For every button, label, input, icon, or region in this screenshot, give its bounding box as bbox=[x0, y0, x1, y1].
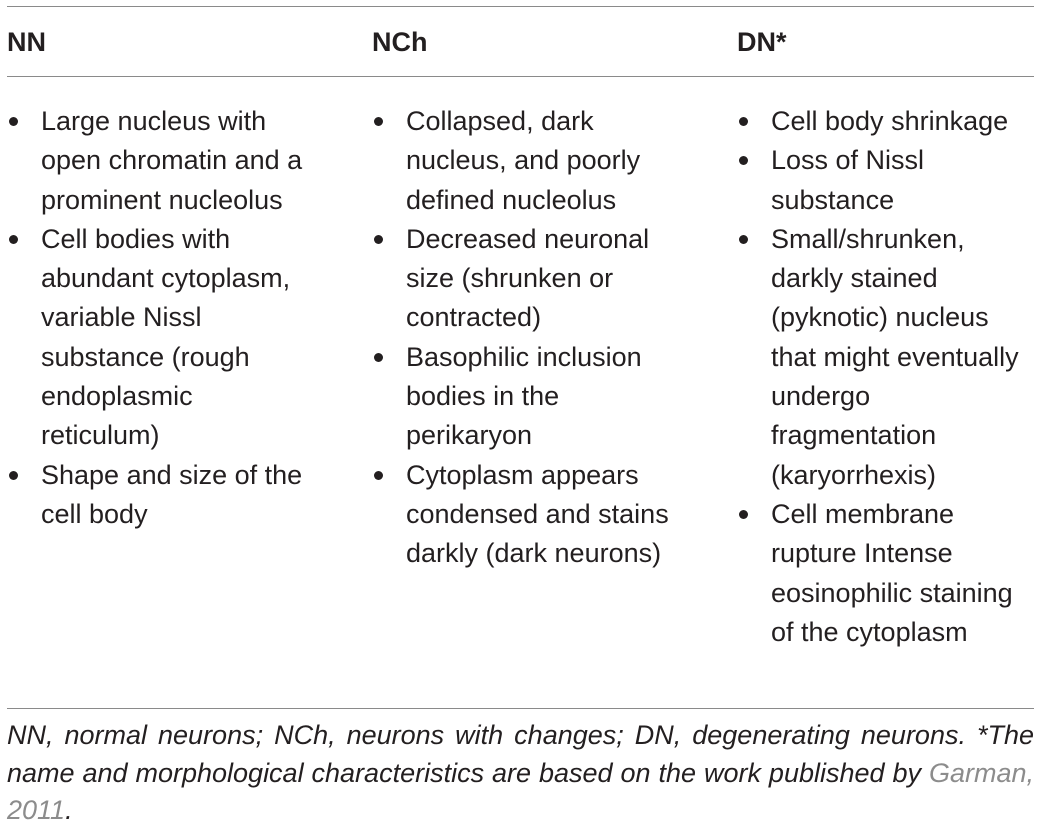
table-footnote bbox=[7, 717, 1034, 830]
list-item: Cell bodies with abundant cytoplasm, variable Nissl substance (rough endoplasmic reticulum) bbox=[7, 220, 307, 456]
nn-column-list bbox=[7, 102, 307, 534]
list-item: Cell body shrinkage bbox=[737, 102, 1035, 141]
citation-link[interactable]: Garman, 2011 bbox=[7, 757, 1034, 825]
header-rule bbox=[7, 76, 1034, 77]
column-header-nch: NCh bbox=[372, 27, 428, 57]
list-item: Decreased neuronal size (shrunken or contracted) bbox=[372, 220, 672, 338]
table-top-rule bbox=[7, 6, 1034, 7]
list-item: Cytoplasm appears condensed and stains darkly (dark neurons) bbox=[372, 456, 672, 574]
nch-column-list bbox=[372, 102, 672, 574]
list-item: Loss of Nissl substance bbox=[737, 141, 1035, 220]
list-item: Shape and size of the cell body bbox=[7, 456, 307, 535]
list-item: Cell membrane rupture Intense eosinophilic staining of the cytoplasm bbox=[737, 495, 1035, 652]
column-header-nn: NN bbox=[7, 27, 46, 57]
footnote-end: . bbox=[65, 795, 73, 825]
footnote-text: NN, normal neurons; NCh, neurons with changes; DN, degenerating neurons. *The name and morphological characteristics are based on the work published by bbox=[7, 720, 1034, 788]
dn-column-list bbox=[737, 102, 1035, 652]
list-item: Basophilic inclusion bodies in the perikaryon bbox=[372, 338, 672, 456]
list-item: Small/shrunken, darkly stained (pyknotic) nucleus that might eventually undergo fragmentation (karyorrhexis) bbox=[737, 220, 1035, 495]
list-item: Collapsed, dark nucleus, and poorly defined nucleolus bbox=[372, 102, 672, 220]
list-item: Large nucleus with open chromatin and a prominent nucleolus bbox=[7, 102, 307, 220]
table-bottom-rule bbox=[7, 708, 1034, 709]
column-header-dn: DN* bbox=[737, 27, 787, 57]
